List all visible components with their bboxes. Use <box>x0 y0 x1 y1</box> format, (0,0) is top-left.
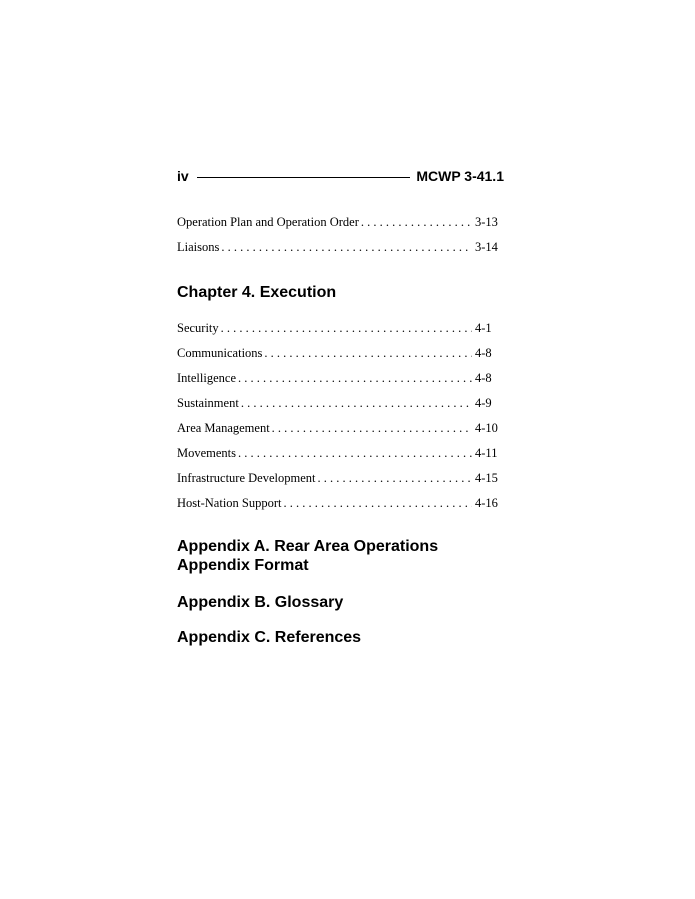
dot-leader <box>270 420 472 436</box>
toc-entry-title: Host-Nation Support <box>177 496 282 510</box>
toc-entry-page: 4-8 <box>475 371 492 385</box>
appendix-b-heading: Appendix B. Glossary <box>177 594 344 611</box>
dot-leader <box>262 345 472 361</box>
dot-leader <box>236 370 472 386</box>
toc-entry-infrastructure-development <box>177 470 503 486</box>
appendix-c-heading: Appendix C. References <box>177 629 362 646</box>
header-rule <box>197 177 411 178</box>
dot-leader <box>239 395 472 411</box>
toc-entry-page: 3-14 <box>475 240 498 254</box>
header-doc-id: MCWP 3-41.1 <box>416 168 504 184</box>
toc-entry-title: Operation Plan and Operation Order <box>177 215 359 229</box>
appendix-a-heading-line2: Appendix Format <box>177 557 309 574</box>
toc-entry-page: 4-9 <box>475 396 492 410</box>
toc-entry-page: 4-11 <box>475 446 498 460</box>
toc-entry-title: Sustainment <box>177 396 239 410</box>
toc-entry-title: Communications <box>177 346 263 360</box>
toc-entry-title: Liaisons <box>177 240 220 254</box>
appendix-a-heading: Appendix A. Rear Area Operations <box>177 538 439 555</box>
toc-entry-page: 4-15 <box>475 471 498 485</box>
toc-entry-title: Infrastructure Development <box>177 471 316 485</box>
toc-entry-security <box>177 320 503 336</box>
toc-entry-page: 4-10 <box>475 421 498 435</box>
toc-entry-operation-plan <box>177 214 503 230</box>
toc-entry-sustainment <box>177 395 503 411</box>
running-header <box>177 167 504 185</box>
header-page-number: iv <box>177 168 189 184</box>
toc-entry-title: Intelligence <box>177 371 236 385</box>
dot-leader <box>282 495 472 511</box>
toc-entry-title: Movements <box>177 446 237 460</box>
dot-leader <box>315 470 472 486</box>
toc-entry-title: Area Management <box>177 421 270 435</box>
toc-entry-movements <box>177 445 503 461</box>
toc-entry-intelligence <box>177 370 503 386</box>
dot-leader <box>359 214 472 230</box>
toc-entry-host-nation-support <box>177 495 503 511</box>
toc-entry-title: Security <box>177 321 219 335</box>
dot-leader <box>219 320 472 336</box>
toc-entry-liaisons <box>177 239 503 255</box>
dot-leader <box>219 239 472 255</box>
chapter-4-heading: Chapter 4. Execution <box>177 284 337 301</box>
toc-entry-page: 4-16 <box>475 496 498 510</box>
toc-entry-communications <box>177 345 503 361</box>
toc-entry-page: 3-13 <box>475 215 498 229</box>
toc-entry-area-management <box>177 420 503 436</box>
toc-entry-page: 4-1 <box>475 321 492 335</box>
dot-leader <box>236 445 472 461</box>
toc-entry-page: 4-8 <box>475 346 492 360</box>
